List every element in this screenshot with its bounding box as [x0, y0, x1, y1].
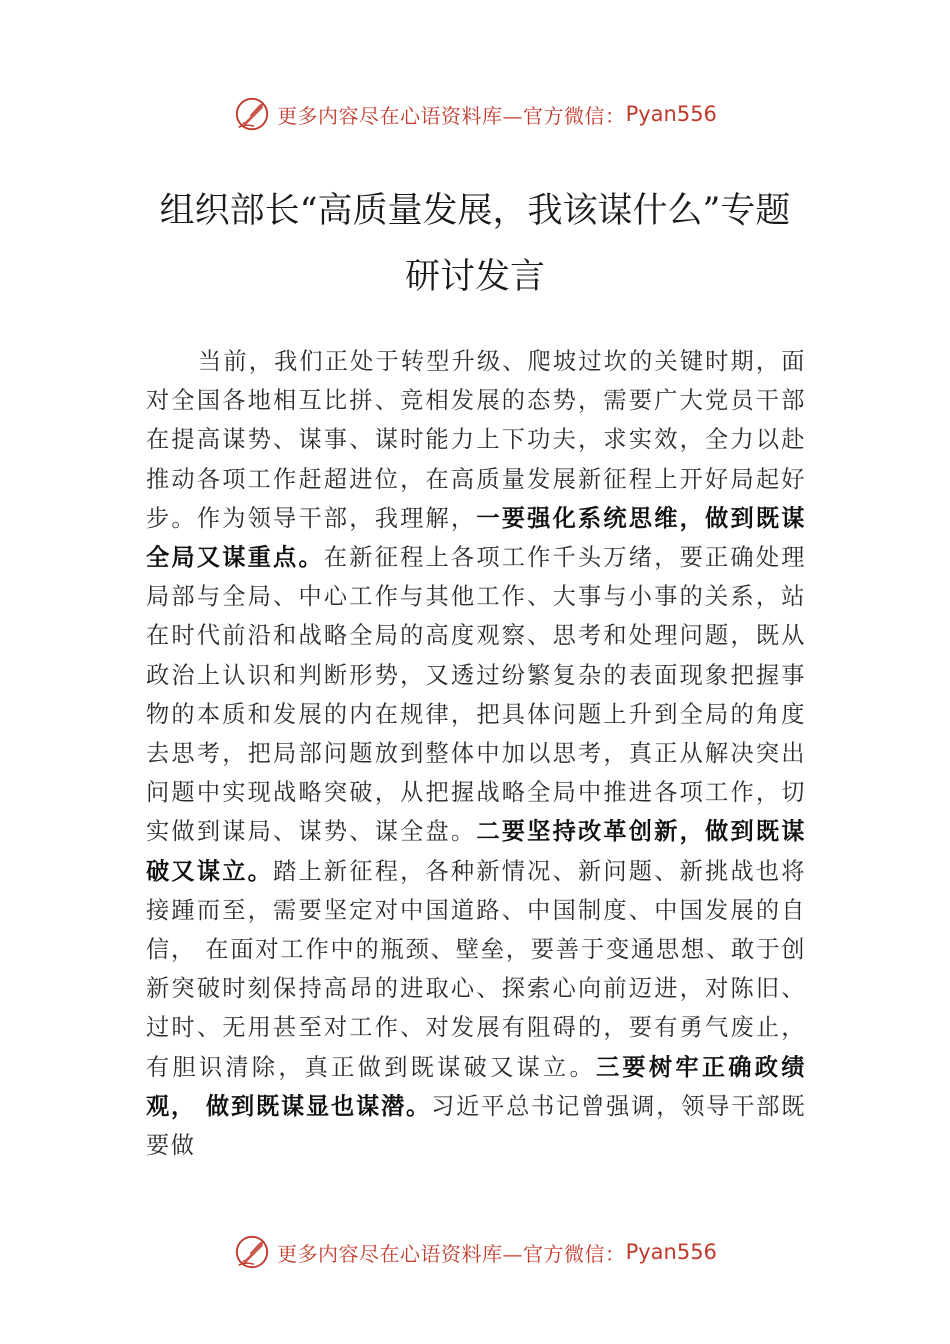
- footer-banner: [0, 1230, 950, 1274]
- key-point-2: 二要坚持改革创新，做到既谋破又谋立。: [146, 818, 806, 885]
- paragraph-run-1: 当前，我们正处于转型升级、爬坡过坎的关键时期，面对全国各地相互比拼、竞相发展的态势，需要广大党员干部在提高谋势、谋事、谋时能力上下功夫，求实效，全力以赴推动各项工作赶超进位，在高质量发展新征程上开好局起好步。作为领导干部，我理解，: [146, 348, 806, 532]
- key-point-1: 一要强化系统思维，做到既谋全局又谋重点。: [146, 504, 806, 572]
- wechat-account: Pyan556: [625, 1240, 717, 1264]
- title-line-1: 组织部长“高质量发展，我该谋什么”专题: [159, 191, 791, 231]
- page-title: [100, 178, 850, 310]
- banner-text: 更多内容尽在心语资料库—官方微信：: [277, 1241, 626, 1266]
- quill-pen-logo-icon: [233, 95, 271, 133]
- key-point-3: 三要树牢正确政绩观， 做到既谋显也谋潜。: [146, 1053, 806, 1120]
- paragraph-run-3: 踏上新征程，各种新情况、新问题、新挑战也将接踵而至，需要坚定对中国道路、中国制度、中国发展的自信， 在面对工作中的瓶颈、壁垒，要善于变通思想、敢于创新突破时刻保持高昂的进取心、探索心向前迈进，对陈旧、 过时、无用甚至对工作、对发展有阻碍的，要有勇气废止， 有胆识清除，真正做到既谋破又谋立。: [146, 857, 806, 1081]
- banner-text: 更多内容尽在心语资料库—官方微信：: [277, 103, 626, 128]
- paragraph-run-4: 习近平总书记曾强调，领导干部既要做: [146, 1092, 807, 1160]
- paragraph-run-2: 在新征程上各项工作千头万绪，要正确处理局部与全局、中心工作与其他工作、大事与小事的关系，站在时代前沿和战略全局的高度观察、思考和处理问题，既从政治上认识和判断形势，又透过纷繁复杂的表面现象把握事物的本质和发展的内在规律，把具体问题上升到全局的角度去思考，把局部问题放到整体中加以思考，真正从解决突出问题中实现战略突破，从把握战略全局中推进各项工作，切实做到谋局、谋势、谋全盘。: [146, 544, 806, 846]
- quill-pen-logo-icon: [233, 1233, 271, 1271]
- header-banner: [0, 92, 950, 136]
- wechat-account: Pyan556: [625, 102, 717, 126]
- body-paragraph: [146, 342, 806, 1165]
- title-line-2: 研讨发言: [404, 257, 545, 297]
